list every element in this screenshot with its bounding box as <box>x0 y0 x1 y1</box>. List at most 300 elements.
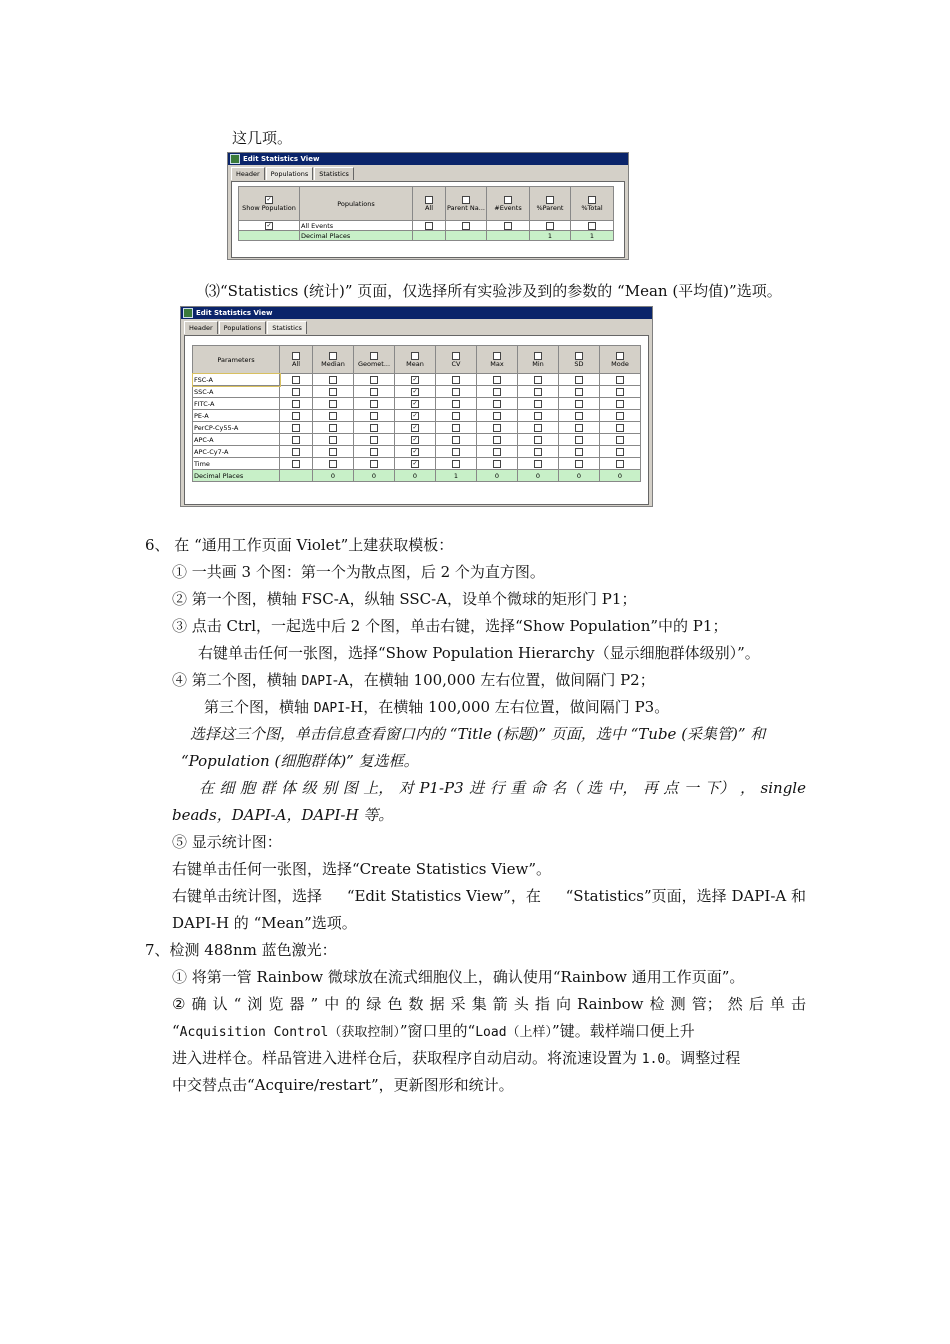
stat-checkbox[interactable] <box>452 376 460 384</box>
check-cell <box>477 446 518 458</box>
stat-checkbox[interactable] <box>493 388 501 396</box>
stat-checkbox[interactable] <box>411 388 419 396</box>
check-cell <box>446 221 487 231</box>
stat-checkbox[interactable] <box>534 400 542 408</box>
col-header-min <box>518 346 559 374</box>
check-cell <box>436 410 477 422</box>
text-run: 一 <box>683 779 699 797</box>
column-checkbox[interactable] <box>452 352 460 360</box>
column-checkbox[interactable] <box>292 352 300 360</box>
stat-checkbox[interactable] <box>575 436 583 444</box>
stat-checkbox[interactable] <box>493 400 501 408</box>
check-cell <box>600 458 641 470</box>
justified-line <box>172 994 806 1014</box>
text-run: 认 <box>212 995 228 1013</box>
decimal-value[interactable] <box>413 231 446 241</box>
column-checkbox[interactable] <box>575 352 583 360</box>
stat-checkbox[interactable] <box>292 412 300 420</box>
check-cell <box>559 410 600 422</box>
check-cell <box>280 446 313 458</box>
text-run: P1-P3 <box>419 779 464 797</box>
header-label: Min <box>532 359 544 368</box>
header-label: %Total <box>581 203 603 212</box>
stat-checkbox[interactable] <box>493 436 501 444</box>
table-row[interactable] <box>193 422 641 434</box>
stat-checkbox[interactable] <box>452 424 460 432</box>
header-label: Max <box>490 359 504 368</box>
check-cell <box>280 422 313 434</box>
check-cell <box>354 386 395 398</box>
check-cell <box>518 434 559 446</box>
header-label: Mode <box>611 359 629 368</box>
parameter-name: SSC-A <box>193 386 280 398</box>
stat-checkbox[interactable] <box>616 376 624 384</box>
decimal-value[interactable]: 0 <box>477 470 518 482</box>
stat-checkbox[interactable] <box>575 388 583 396</box>
text-line: 这几项。 <box>232 129 293 147</box>
text-run: 进入进样仓。样品管进入进样仓后，获取程序自动启动。将流速设置为 <box>172 1049 642 1067</box>
stat-checkbox[interactable] <box>370 412 378 420</box>
stat-checkbox[interactable] <box>452 388 460 396</box>
check-cell <box>600 386 641 398</box>
stat-checkbox[interactable] <box>452 448 460 456</box>
check-cell <box>518 458 559 470</box>
stat-checkbox[interactable] <box>588 222 596 230</box>
column-checkbox[interactable] <box>411 352 419 360</box>
tab-strip <box>228 167 628 180</box>
text-run: ” <box>310 995 319 1013</box>
parameter-name: FSC-A <box>193 374 280 386</box>
stat-checkbox[interactable] <box>575 448 583 456</box>
table-row[interactable] <box>193 398 641 410</box>
col-header-median <box>313 346 354 374</box>
check-cell <box>280 458 313 470</box>
decimal-value[interactable] <box>487 231 530 241</box>
column-checkbox[interactable] <box>493 352 501 360</box>
window-title: Edit Statistics View <box>243 155 320 163</box>
header-label: Geomet... <box>357 359 391 368</box>
col-header-mean <box>395 346 436 374</box>
check-cell <box>395 374 436 386</box>
stat-checkbox[interactable] <box>534 460 542 468</box>
text-run: “Statistics”页面，选择 DAPI-A 和 <box>565 887 806 905</box>
stat-checkbox[interactable] <box>534 412 542 420</box>
text-run: DAPI <box>301 674 333 689</box>
text-line: beads，DAPI-A，DAPI-H 等。 <box>172 806 394 824</box>
text-run: 览 <box>268 995 284 1013</box>
stat-checkbox[interactable] <box>462 222 470 230</box>
text-run: 别 <box>322 779 338 797</box>
check-cell <box>395 398 436 410</box>
text-run: -H，在横轴 100,000 左右位置，做间隔门 P3。 <box>345 698 670 716</box>
check-cell <box>280 386 313 398</box>
stat-checkbox[interactable] <box>493 460 501 468</box>
text-run: “Edit Statistics View”，在 <box>346 887 541 905</box>
check-cell <box>518 374 559 386</box>
header-label: Mean <box>406 359 424 368</box>
check-cell <box>600 422 641 434</box>
check-cell <box>313 446 354 458</box>
check-cell <box>280 434 313 446</box>
text-run: ， <box>740 779 756 797</box>
check-cell <box>313 410 354 422</box>
text-run: 重 <box>510 779 526 797</box>
app-icon <box>230 154 240 164</box>
stat-checkbox[interactable] <box>616 412 624 420</box>
stat-checkbox[interactable] <box>329 388 337 396</box>
check-cell <box>436 458 477 470</box>
stat-checkbox[interactable] <box>411 400 419 408</box>
decimal-places-row <box>239 231 614 241</box>
check-cell <box>354 446 395 458</box>
text-line <box>204 697 669 719</box>
col-header-percent-parent <box>530 187 571 221</box>
check-cell <box>600 446 641 458</box>
text-run: 中， <box>607 779 638 797</box>
tab-populations[interactable]: Populations <box>219 321 267 334</box>
stat-checkbox[interactable] <box>493 448 501 456</box>
text-run: 下） <box>704 779 735 797</box>
check-cell <box>518 386 559 398</box>
stat-checkbox[interactable] <box>616 400 624 408</box>
stat-checkbox[interactable] <box>493 376 501 384</box>
text-run: 上， <box>363 779 394 797</box>
text-run: 箭 <box>492 995 508 1013</box>
text-run: 进 <box>469 779 485 797</box>
stat-checkbox[interactable] <box>370 424 378 432</box>
check-cell <box>477 374 518 386</box>
text-run: 群 <box>260 779 276 797</box>
text-run: 中 <box>324 995 340 1013</box>
statistics-table <box>192 345 641 482</box>
text-line: 右键单击任何一张图，选择“Show Population Hierarchy（显示细胞群体级别）”。 <box>198 644 760 662</box>
text-run: 单 <box>769 995 785 1013</box>
stat-checkbox[interactable] <box>575 400 583 408</box>
stat-checkbox[interactable] <box>534 388 542 396</box>
check-cell <box>477 410 518 422</box>
text-run: 测 <box>670 995 686 1013</box>
text-line: DAPI-H 的 “Mean”选项。 <box>172 914 357 932</box>
check-cell <box>395 446 436 458</box>
stat-checkbox[interactable] <box>329 424 337 432</box>
stat-checkbox[interactable] <box>370 400 378 408</box>
stat-checkbox[interactable] <box>329 460 337 468</box>
stat-checkbox[interactable] <box>616 388 624 396</box>
decimal-value[interactable]: 0 <box>559 470 600 482</box>
justified-line <box>172 886 806 906</box>
section-heading-7: 7、检测 488nm 蓝色激光： <box>145 941 337 959</box>
check-cell <box>395 458 436 470</box>
check-cell <box>477 398 518 410</box>
decimal-value[interactable]: 1 <box>530 231 571 241</box>
check-cell <box>436 386 477 398</box>
header-label: CV <box>451 359 461 368</box>
stat-checkbox[interactable] <box>534 436 542 444</box>
stat-checkbox[interactable] <box>534 448 542 456</box>
header-label: All <box>424 203 434 212</box>
stat-checkbox[interactable] <box>616 424 624 432</box>
stat-checkbox[interactable] <box>370 436 378 444</box>
decimal-value[interactable] <box>446 231 487 241</box>
stat-checkbox[interactable] <box>452 460 460 468</box>
text-run: 绿 <box>366 995 382 1013</box>
check-cell <box>354 398 395 410</box>
text-run: 向 <box>555 995 571 1013</box>
edit-statistics-window-populations <box>227 152 629 260</box>
check-cell <box>477 434 518 446</box>
stat-checkbox[interactable] <box>292 400 300 408</box>
show-checkbox[interactable] <box>265 222 273 230</box>
stat-checkbox[interactable] <box>292 424 300 432</box>
text-run: 管； <box>691 995 722 1013</box>
empty-cell <box>239 231 300 241</box>
column-checkbox[interactable] <box>329 352 337 360</box>
text-run: “ <box>233 995 242 1013</box>
populations-header: Populations <box>300 187 413 221</box>
tab-header[interactable]: Header <box>184 321 218 334</box>
check-cell <box>395 434 436 446</box>
decimal-value[interactable]: 0 <box>313 470 354 482</box>
table-row[interactable] <box>193 446 641 458</box>
decimal-value[interactable] <box>280 470 313 482</box>
text-run: 击 <box>790 995 806 1013</box>
text-run: 浏 <box>247 995 263 1013</box>
window-titlebar <box>228 153 628 165</box>
section-heading-6: 6、 在 “通用工作页面 Violet”上建获取模板： <box>145 536 454 554</box>
table-row[interactable] <box>193 374 641 386</box>
show-population-all-checkbox[interactable] <box>265 196 273 204</box>
stat-checkbox[interactable] <box>452 400 460 408</box>
check-cell <box>559 422 600 434</box>
check-cell <box>559 434 600 446</box>
stat-checkbox[interactable] <box>411 448 419 456</box>
header-label: SD <box>574 359 584 368</box>
text-run: 的 <box>345 995 361 1013</box>
table-row[interactable] <box>193 386 641 398</box>
column-checkbox[interactable] <box>462 196 470 204</box>
column-checkbox[interactable] <box>616 352 624 360</box>
stat-checkbox[interactable] <box>411 460 419 468</box>
stat-checkbox[interactable] <box>493 412 501 420</box>
stat-checkbox[interactable] <box>616 436 624 444</box>
tab-panel <box>231 181 625 258</box>
text-run: 头 <box>513 995 529 1013</box>
table-row[interactable] <box>193 410 641 422</box>
text-run: 右键单击统计图，选择 <box>172 887 323 905</box>
column-checkbox[interactable] <box>370 352 378 360</box>
stat-checkbox[interactable] <box>504 222 512 230</box>
parameter-name: APC-Cy7-A <box>193 446 280 458</box>
text-run: 数 <box>408 995 424 1013</box>
header-label: %Parent <box>536 203 564 212</box>
text-run: 据 <box>429 995 445 1013</box>
table-row[interactable] <box>193 458 641 470</box>
decimal-value[interactable]: 0 <box>518 470 559 482</box>
tab-statistics[interactable]: Statistics <box>314 167 354 180</box>
col-header-events <box>487 187 530 221</box>
stat-checkbox[interactable] <box>292 388 300 396</box>
check-cell <box>313 386 354 398</box>
header-label: Median <box>321 359 345 368</box>
stat-checkbox[interactable] <box>616 448 624 456</box>
check-cell <box>518 446 559 458</box>
header-label: All <box>291 359 301 368</box>
text-run: 在 <box>199 779 215 797</box>
parameter-name: Time <box>193 458 280 470</box>
col-header-all <box>413 187 446 221</box>
text-run: ”窗口里的“ <box>399 1022 476 1040</box>
stat-checkbox[interactable] <box>411 376 419 384</box>
col-header-sd <box>559 346 600 374</box>
stat-checkbox[interactable] <box>329 448 337 456</box>
column-checkbox[interactable] <box>546 196 554 204</box>
parameter-name: PerCP-Cy55-A <box>193 422 280 434</box>
text-line: 选择这三个图，单击信息查看窗口内的 “Title (标题)” 页面，选中 “Tube (采集管)” 和 <box>190 725 766 743</box>
text-run: 检 <box>649 995 665 1013</box>
stat-checkbox[interactable] <box>329 436 337 444</box>
stat-checkbox[interactable] <box>292 460 300 468</box>
population-name: All Events <box>300 221 413 231</box>
stat-checkbox[interactable] <box>292 436 300 444</box>
stat-checkbox[interactable] <box>329 376 337 384</box>
stat-checkbox[interactable] <box>575 412 583 420</box>
header-label: Parent Na... <box>447 203 485 212</box>
justified-line <box>199 778 806 798</box>
stat-checkbox[interactable] <box>329 412 337 420</box>
text-run: 细 <box>219 779 235 797</box>
check-cell <box>518 410 559 422</box>
col-header-cv <box>436 346 477 374</box>
stat-checkbox[interactable] <box>452 436 460 444</box>
check-cell <box>559 398 600 410</box>
tab-header[interactable]: Header <box>231 167 265 180</box>
show-population-header <box>239 187 300 221</box>
tab-statistics[interactable]: Statistics <box>267 321 307 334</box>
header-label: Show Population <box>242 203 296 212</box>
check-cell <box>559 446 600 458</box>
tab-populations[interactable]: Populations <box>266 167 314 180</box>
stat-checkbox[interactable] <box>292 376 300 384</box>
check-cell <box>559 386 600 398</box>
stat-checkbox[interactable] <box>370 448 378 456</box>
stat-checkbox[interactable] <box>546 222 554 230</box>
stat-checkbox[interactable] <box>329 400 337 408</box>
check-cell <box>395 410 436 422</box>
decimal-value[interactable]: 0 <box>395 470 436 482</box>
check-cell <box>477 458 518 470</box>
stat-checkbox[interactable] <box>411 424 419 432</box>
text-line: ⑤ 显示统计图： <box>172 833 282 851</box>
text-run: 再 <box>642 779 658 797</box>
text-run: 点 <box>663 779 679 797</box>
stat-checkbox[interactable] <box>575 460 583 468</box>
col-header-geometric <box>354 346 395 374</box>
col-header-mode <box>600 346 641 374</box>
text-line: ① 将第一管 Rainbow 微球放在流式细胞仪上，确认使用“Rainbow 通用工作页面”。 <box>172 968 745 986</box>
stat-checkbox[interactable] <box>616 460 624 468</box>
decimal-value[interactable]: 1 <box>436 470 477 482</box>
table-row[interactable] <box>239 221 614 231</box>
check-cell <box>313 374 354 386</box>
populations-table <box>238 186 614 241</box>
text-run: 行 <box>489 779 505 797</box>
check-cell <box>354 458 395 470</box>
check-cell <box>477 386 518 398</box>
stat-checkbox[interactable] <box>411 436 419 444</box>
column-checkbox[interactable] <box>588 196 596 204</box>
text-run: 胞 <box>240 779 256 797</box>
check-cell <box>354 434 395 446</box>
decimal-value[interactable]: 0 <box>354 470 395 482</box>
column-checkbox[interactable] <box>504 196 512 204</box>
text-run: 然 <box>727 995 743 1013</box>
text-run: 色 <box>387 995 403 1013</box>
text-run: ”键。载样端口便上升 <box>552 1022 695 1040</box>
table-row[interactable] <box>193 434 641 446</box>
check-cell <box>413 221 446 231</box>
stat-checkbox[interactable] <box>411 412 419 420</box>
text-run: single <box>760 779 806 797</box>
text-line <box>172 670 655 692</box>
text-run: 确 <box>191 995 207 1013</box>
header-label: #Events <box>494 203 522 212</box>
stat-checkbox[interactable] <box>370 460 378 468</box>
check-cell <box>313 458 354 470</box>
text-run: 对 <box>398 779 414 797</box>
text-line: ③ 点击 Ctrl，一起选中后 2 个图，单击右键，选择“Show Population”中的 P1； <box>172 617 728 635</box>
stat-checkbox[interactable] <box>425 222 433 230</box>
check-cell <box>354 422 395 434</box>
check-cell <box>395 386 436 398</box>
check-cell <box>280 410 313 422</box>
check-cell <box>487 221 530 231</box>
stat-checkbox[interactable] <box>493 424 501 432</box>
stat-checkbox[interactable] <box>534 376 542 384</box>
text-run: 图 <box>342 779 358 797</box>
col-header-max <box>477 346 518 374</box>
stat-checkbox[interactable] <box>575 424 583 432</box>
stat-checkbox[interactable] <box>534 424 542 432</box>
col-header-all <box>280 346 313 374</box>
check-cell <box>313 422 354 434</box>
check-cell <box>280 398 313 410</box>
column-checkbox[interactable] <box>534 352 542 360</box>
check-cell <box>477 422 518 434</box>
stat-checkbox[interactable] <box>292 448 300 456</box>
stat-checkbox[interactable] <box>370 376 378 384</box>
check-cell <box>395 422 436 434</box>
decimal-value[interactable]: 1 <box>571 231 614 241</box>
check-cell <box>436 434 477 446</box>
stat-checkbox[interactable] <box>452 412 460 420</box>
text-run: Rainbow <box>577 995 644 1013</box>
text-run: 体 <box>281 779 297 797</box>
edit-statistics-window-statistics <box>180 306 653 507</box>
check-cell <box>436 446 477 458</box>
column-checkbox[interactable] <box>425 196 433 204</box>
parameter-name: FITC-A <box>193 398 280 410</box>
stat-checkbox[interactable] <box>575 376 583 384</box>
check-cell <box>600 410 641 422</box>
decimal-places-row <box>193 470 641 482</box>
text-run: Acquisition Control（获取控制） <box>179 1025 400 1040</box>
stat-checkbox[interactable] <box>370 388 378 396</box>
text-run: 名（ <box>551 779 582 797</box>
text-line <box>172 1048 740 1070</box>
text-line: “Population (细胞群体)” 复选框。 <box>181 752 419 770</box>
decimal-value[interactable]: 0 <box>600 470 641 482</box>
check-cell <box>559 374 600 386</box>
